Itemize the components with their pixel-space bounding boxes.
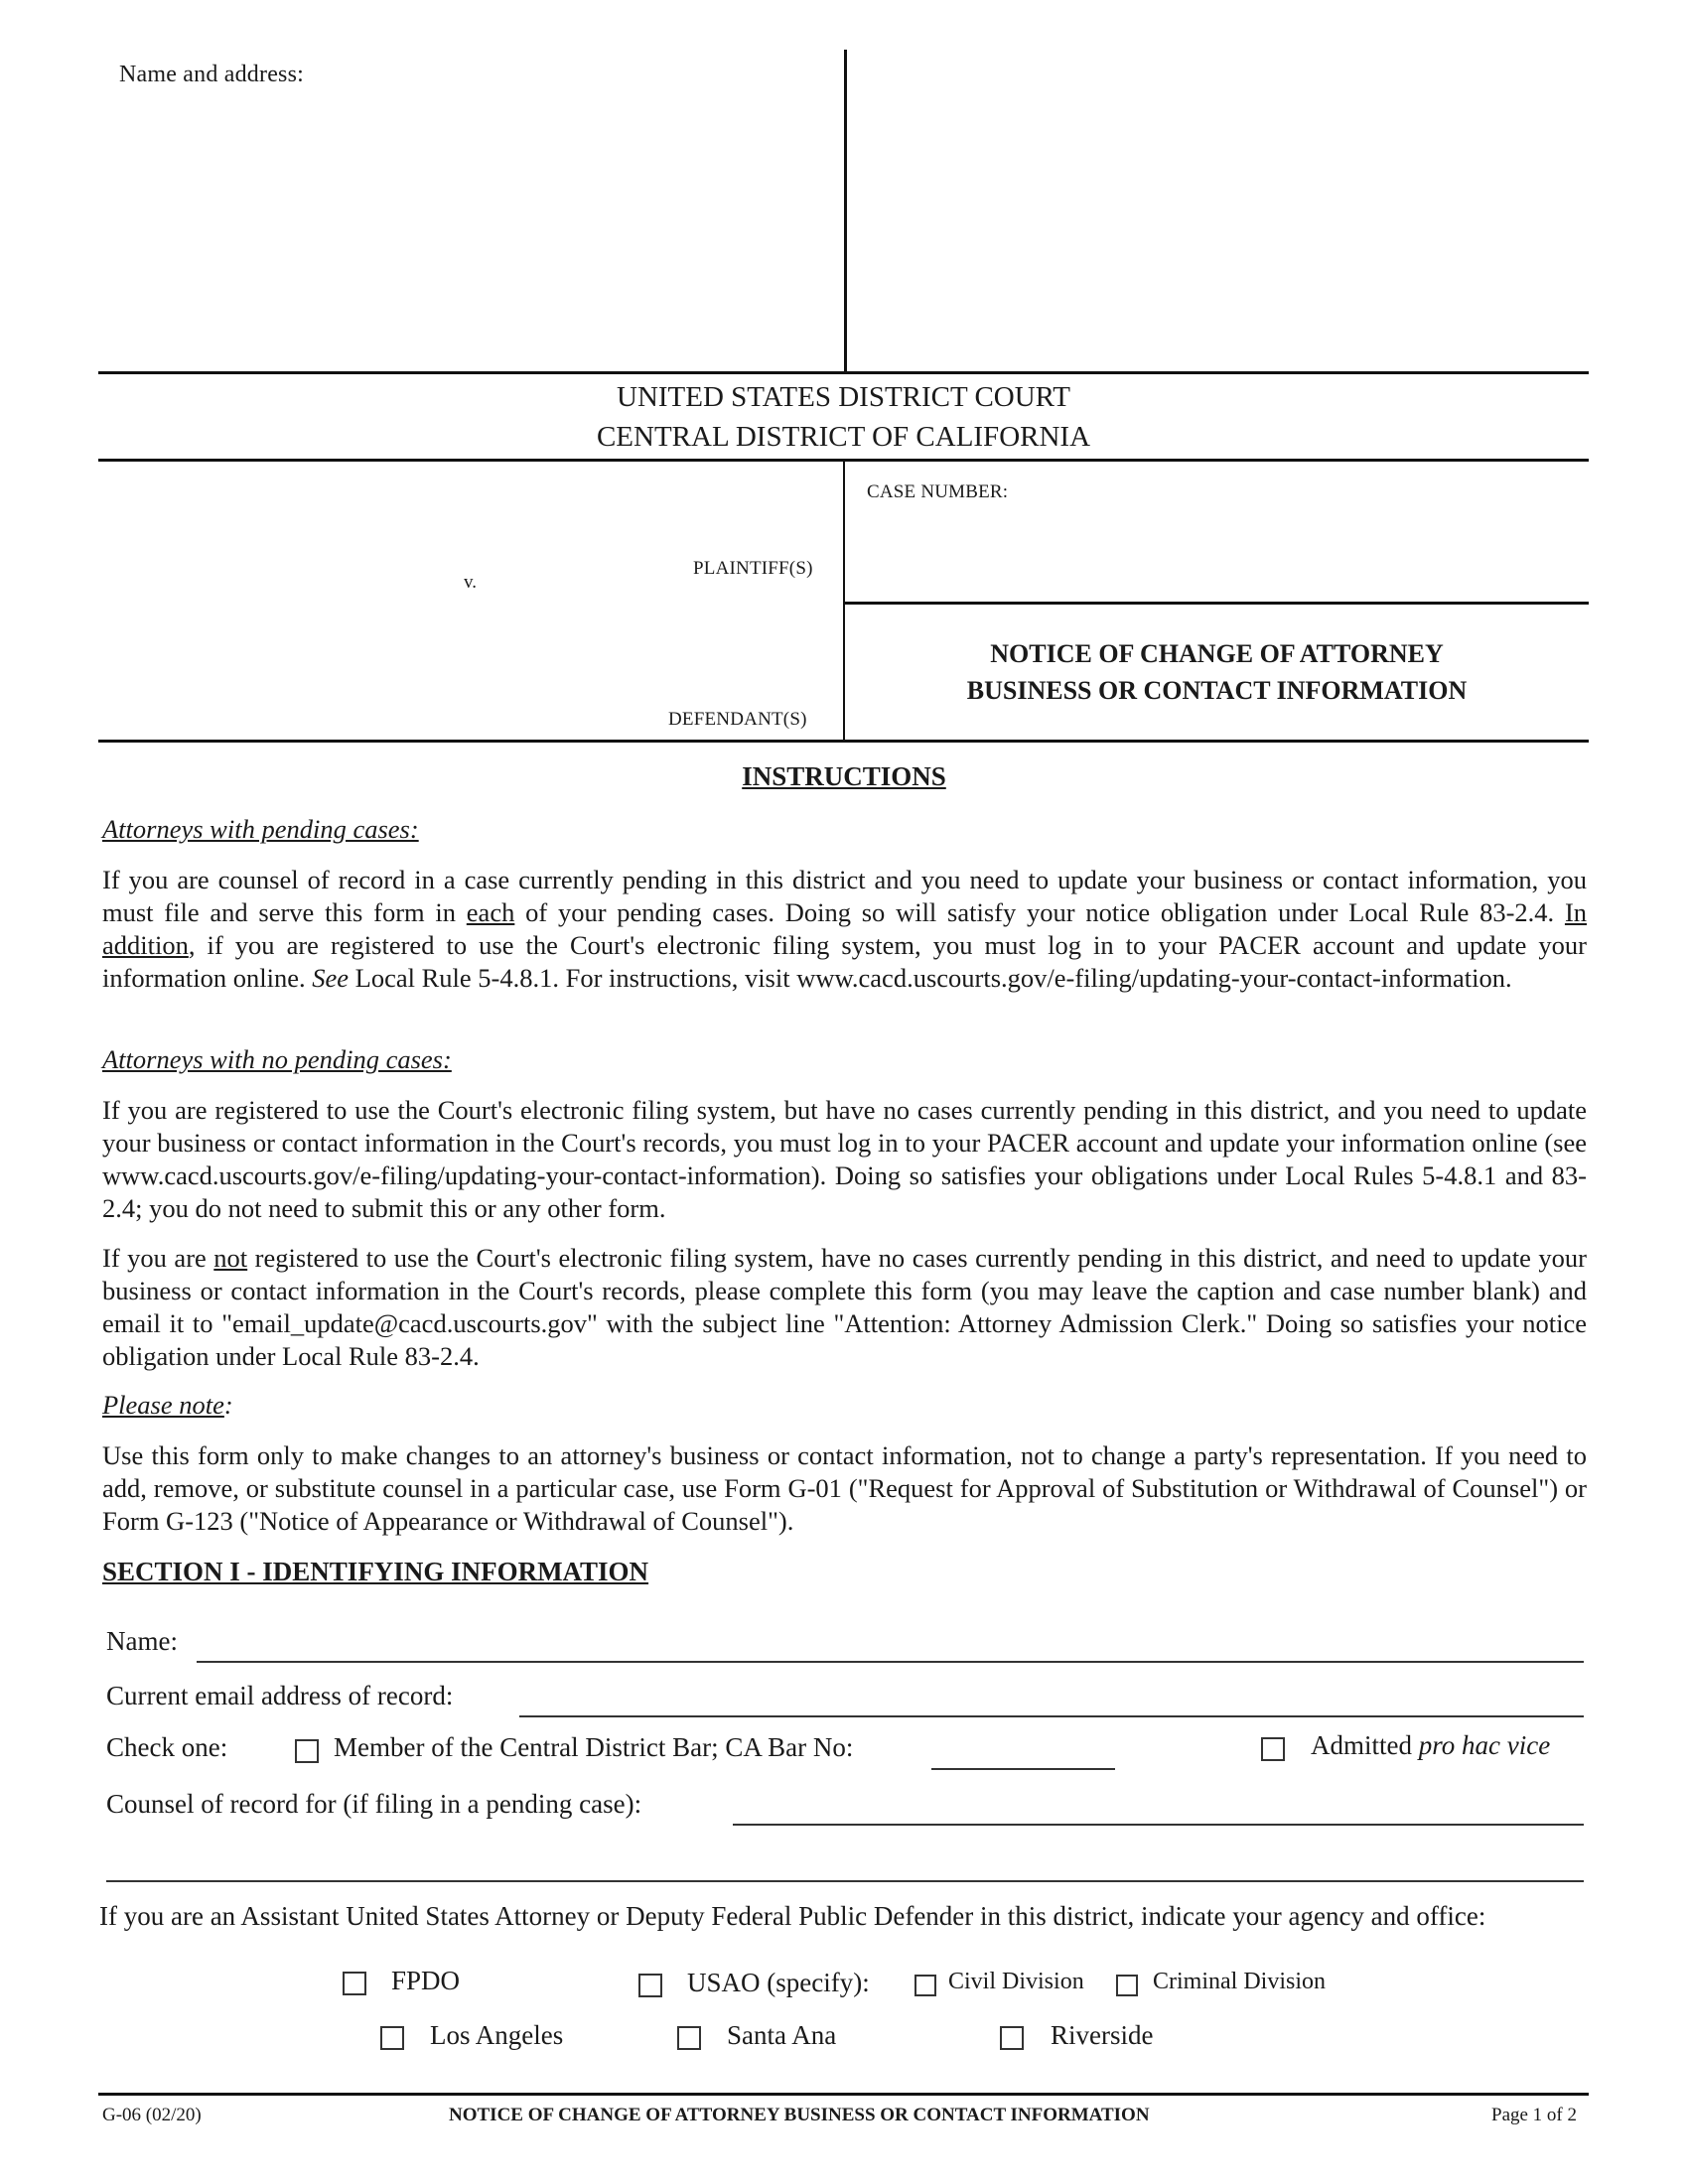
footer-title: NOTICE OF CHANGE OF ATTORNEY BUSINESS OR CONTACT INFORMATION [449, 2105, 1150, 2125]
case-number-field[interactable] [867, 511, 1562, 591]
member-bar-label: Member of the Central District Bar; CA Bar No: [334, 1732, 854, 1762]
emphasis-see: See [312, 963, 350, 993]
defendant-label: DEFENDANT(S) [668, 709, 807, 730]
ca-bar-number-input[interactable] [931, 1768, 1115, 1770]
caption-bottom-rule [98, 740, 1589, 743]
plaintiff-label: PLAINTIFF(S) [693, 558, 813, 579]
email-label: Current email address of record: [106, 1681, 454, 1710]
notice-title-line-2: BUSINESS OR CONTACT INFORMATION [966, 676, 1468, 705]
page-number: Page 1 of 2 [1491, 2105, 1578, 2125]
pro-hac-vice-label: Admitted pro hac vice [1311, 1730, 1551, 1760]
notice-title-line-1: NOTICE OF CHANGE OF ATTORNEY [990, 639, 1444, 668]
santa-ana-checkbox[interactable] [677, 2026, 701, 2050]
counsel-input-continued[interactable] [106, 1880, 1584, 1882]
pending-heading: Attorneys with pending cases: [102, 814, 419, 844]
criminal-division-checkbox[interactable] [1116, 1975, 1138, 1996]
court-line-1: UNITED STATES DISTRICT COURT [617, 381, 1070, 413]
note-heading-wrap: Please note: [102, 1390, 233, 1420]
los-angeles-checkbox[interactable] [380, 2026, 404, 2050]
pro-hac-vice-checkbox[interactable] [1261, 1737, 1285, 1761]
instructions-heading: INSTRUCTIONS [742, 761, 946, 791]
civil-division-label: Civil Division [948, 1969, 1084, 1994]
pending-paragraph: If you are counsel of record in a case currently pending in this district and you need to update your business or contact information, you must file and serve this form in each of your pending cases. Doing so will satisfy your notice obligation under Local Rule 83-2.4. In addition, if you are registered to use the Court's electronic filing system, you must log in to your PACER account and update your information online. See Local Rule 5-4.8.1. For instructions, visit www.cacd.uscourts.gov/e-filing/updating-your-contact-information. [102, 865, 1588, 993]
criminal-division-label: Criminal Division [1153, 1969, 1326, 1994]
santa-ana-label: Santa Ana [727, 2020, 837, 2050]
email-input[interactable] [519, 1715, 1584, 1717]
agency-prompt: If you are an Assistant United States Attorney or Deputy Federal Public Defender in this district, indicate your agency and office: [99, 1901, 1486, 1931]
note-heading: Please note [102, 1390, 224, 1420]
note-paragraph: Use this form only to make changes to an attorney's business or contact information, not to change a party's representation. If you need to add, remove, or substitute counsel in a particular case, use Form G-01 ("Request for Approval of Substitution or Withdrawal of Counsel") or Form G-123 ("Notice of Appearance or Withdrawal of Counsel"). [102, 1440, 1587, 1536]
footer-rule [98, 2093, 1589, 2096]
court-line-2: CENTRAL DISTRICT OF CALIFORNIA [596, 421, 1091, 453]
versus-label: v. [464, 572, 478, 593]
notice-title [845, 635, 1589, 709]
header-rule [98, 371, 1589, 374]
form-id: G-06 (02/20) [102, 2105, 202, 2125]
usao-label: USAO (specify): [687, 1968, 870, 1997]
court-title [98, 377, 1589, 457]
fpdo-checkbox[interactable] [343, 1972, 366, 1995]
name-label: Name: [106, 1626, 178, 1656]
emphasis-each: each [466, 897, 515, 927]
section1-heading: SECTION I - IDENTIFYING INFORMATION [102, 1557, 649, 1586]
header-divider [844, 50, 847, 372]
riverside-label: Riverside [1051, 2020, 1154, 2050]
not-registered-paragraph: If you are not registered to use the Court's electronic filing system, have no cases currently pending in this district, and need to update your business or contact information in the Court's records, please complete this form (you may leave the caption and case number blank) and email it to "email_update@cacd.uscourts.gov" with the subject line "Attention: Attorney Admission Clerk." Doing so satisfies your notice obligation under Local Rule 83-2.4. [102, 1243, 1587, 1371]
name-address-label: Name and address: [119, 62, 305, 87]
riverside-checkbox[interactable] [1000, 2026, 1024, 2050]
civil-division-checkbox[interactable] [914, 1975, 936, 1996]
case-number-rule [845, 602, 1589, 605]
los-angeles-label: Los Angeles [430, 2020, 564, 2050]
case-number-label: CASE NUMBER: [867, 481, 1009, 502]
counsel-input[interactable] [733, 1824, 1584, 1826]
fpdo-label: FPDO [391, 1966, 461, 1995]
name-input[interactable] [197, 1661, 1584, 1663]
emphasis-not: not [213, 1243, 248, 1273]
no-pending-heading: Attorneys with no pending cases: [102, 1044, 452, 1074]
counsel-label: Counsel of record for (if filing in a pending case): [106, 1789, 642, 1819]
usao-checkbox[interactable] [638, 1974, 662, 1997]
member-bar-checkbox[interactable] [295, 1739, 319, 1763]
no-pending-paragraph: If you are registered to use the Court's electronic filing system, but have no cases currently pending in this district, and you need to update your business or contact information in the Court's records, you must log in to your PACER account and update your information online (see www.cacd.uscourts.gov/e-filing/updating-your-contact-information). Doing so satisfies your obligations under Local Rules 5-4.8.1 and 83-2.4; you do not need to submit this or any other form. [102, 1095, 1587, 1223]
emphasis-in-addition: In addition [102, 897, 1588, 960]
check-one-label: Check one: [106, 1732, 228, 1762]
